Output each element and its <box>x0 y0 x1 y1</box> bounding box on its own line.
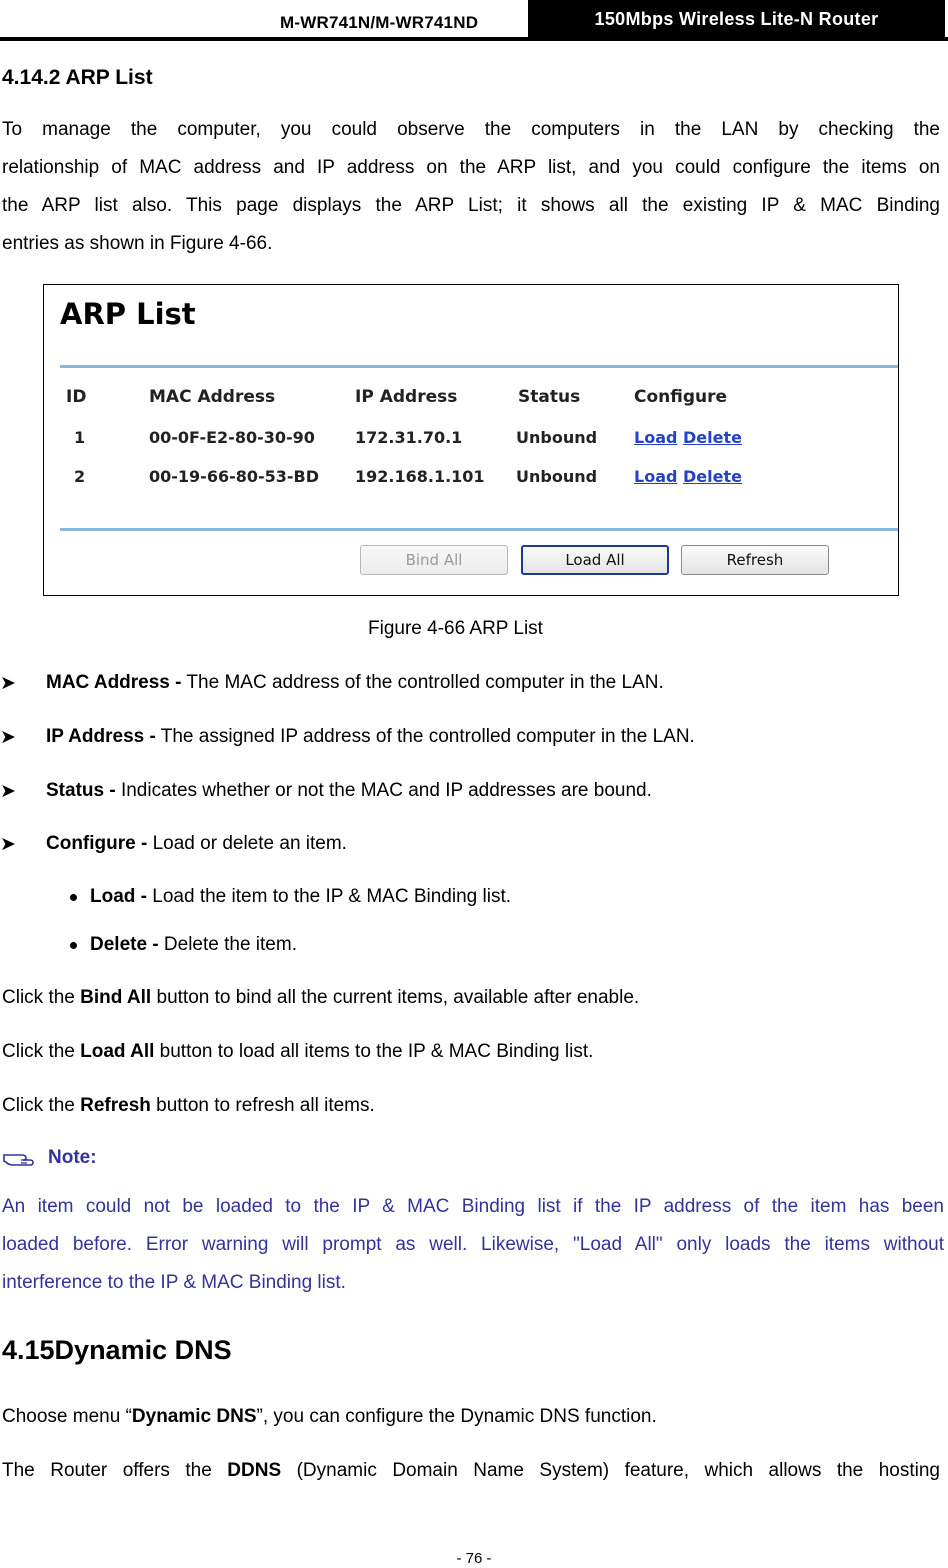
note-line: An item could not be loaded to the IP & MAC Binding list if the IP address of the item has been <box>2 1196 944 1217</box>
click-pre: Click the <box>2 1095 81 1116</box>
dot-bullet-icon <box>70 894 77 901</box>
ddns-text: (Dynamic Domain Name System) feature, which allows the hosting <box>281 1460 940 1481</box>
title-divider <box>60 365 898 368</box>
definition-item <box>0 833 940 863</box>
click-post: button to refresh all items. <box>150 1095 375 1116</box>
definition-term: Status - <box>46 780 116 801</box>
ddns-line-1 <box>2 1406 657 1428</box>
intro-paragraph <box>2 111 940 263</box>
ddns-text: ”, you can configure the Dynamic DNS function. <box>256 1406 657 1427</box>
sub-definition-item <box>0 934 940 964</box>
header-product: 150Mbps Wireless Lite-N Router <box>528 0 945 38</box>
page-header <box>0 0 948 40</box>
col-header-configure: Configure <box>634 387 728 407</box>
arp-list-figure <box>43 284 899 596</box>
definition-desc: The assigned IP address of the controlled computer in the LAN. <box>155 726 695 747</box>
row-status: Unbound <box>516 467 598 486</box>
arrow-bullet-icon: ➤ <box>0 673 16 694</box>
definition-term: Configure - <box>46 833 148 854</box>
click-instruction <box>2 1041 593 1063</box>
ddns-text: Choose menu “ <box>2 1406 132 1427</box>
delete-link[interactable]: Delete <box>683 428 742 447</box>
intro-line: relationship of MAC address and IP address on the ARP list, and you could configure the items on <box>2 157 940 178</box>
refresh-button[interactable]: Refresh <box>681 545 829 575</box>
definition-desc: The MAC address of the controlled computer in the LAN. <box>181 672 664 693</box>
bind-all-button[interactable]: Bind All <box>360 545 508 575</box>
row-configure <box>634 467 742 486</box>
delete-link[interactable]: Delete <box>683 467 742 486</box>
row-id: 2 <box>74 467 86 486</box>
load-link[interactable]: Load <box>634 428 678 447</box>
section-heading-arp: 4.14.2 ARP List <box>2 66 153 89</box>
note-label-row <box>2 1147 202 1177</box>
click-post: button to load all items to the IP & MAC Binding list. <box>154 1041 594 1062</box>
row-ip: 192.168.1.101 <box>355 467 485 486</box>
ddns-term: DDNS <box>227 1460 282 1481</box>
click-pre: Click the <box>2 1041 81 1062</box>
sub-definition-item <box>0 886 940 916</box>
definition-term: IP Address - <box>46 726 156 747</box>
arrow-bullet-icon: ➤ <box>0 781 16 802</box>
row-configure <box>634 428 742 447</box>
definition-desc: Load or delete an item. <box>147 833 347 854</box>
click-term: Bind All <box>80 987 152 1008</box>
definition-item <box>0 780 940 810</box>
click-post: button to bind all the current items, available after enable. <box>151 987 640 1008</box>
section-heading-ddns: 4.15Dynamic DNS <box>2 1335 232 1365</box>
note-label: Note: <box>48 1147 97 1168</box>
arrow-bullet-icon: ➤ <box>0 727 16 748</box>
page-number: - 76 - <box>456 1550 492 1567</box>
row-ip: 172.31.70.1 <box>355 428 463 447</box>
intro-line: To manage the computer, you could observe the computers in the LAN by checking the <box>2 119 940 140</box>
header-model: M-WR741N/M-WR741ND <box>280 13 479 32</box>
row-mac: 00-0F-E2-80-30-90 <box>149 428 315 447</box>
ddns-term: Dynamic DNS <box>131 1406 257 1427</box>
col-header-ip: IP Address <box>355 387 458 407</box>
col-header-id: ID <box>66 387 87 407</box>
click-term: Refresh <box>80 1095 151 1116</box>
definition-desc: Indicates whether or not the MAC and IP addresses are bound. <box>115 780 652 801</box>
row-id: 1 <box>74 428 86 447</box>
figure-caption: Figure 4-66 ARP List <box>368 618 543 639</box>
dot-bullet-icon <box>70 942 77 949</box>
note-line: interference to the IP & MAC Binding list. <box>2 1272 346 1293</box>
definition-item <box>0 672 940 702</box>
table-divider <box>60 528 898 531</box>
col-header-mac: MAC Address <box>149 387 276 407</box>
sub-definition-term: Load - <box>90 886 147 907</box>
note-line: loaded before. Error warning will prompt as well. Likewise, "Load All" only loads the items without <box>2 1234 944 1255</box>
ddns-line-2 <box>2 1460 940 1482</box>
definition-item <box>0 726 940 756</box>
intro-line: the ARP list also. This page displays the ARP List; it shows all the existing IP & MAC Binding <box>2 195 940 216</box>
arp-list-title: ARP List <box>60 297 196 331</box>
ddns-text: The Router offers the <box>2 1460 228 1481</box>
sub-definition-term: Delete - <box>90 934 159 955</box>
row-status: Unbound <box>516 428 598 447</box>
click-term: Load All <box>80 1041 155 1062</box>
click-pre: Click the <box>2 987 81 1008</box>
note-paragraph <box>2 1188 944 1302</box>
col-header-status: Status <box>518 387 581 407</box>
intro-line: entries as shown in Figure 4-66. <box>2 233 273 254</box>
sub-definition-desc: Delete the item. <box>158 934 297 955</box>
load-all-button[interactable]: Load All <box>521 545 669 575</box>
click-instruction <box>2 987 639 1009</box>
load-link[interactable]: Load <box>634 467 678 486</box>
header-rule <box>0 37 948 41</box>
pointing-hand-icon <box>2 1149 38 1169</box>
definition-term: MAC Address - <box>46 672 182 693</box>
row-mac: 00-19-66-80-53-BD <box>149 467 320 486</box>
arrow-bullet-icon: ➤ <box>0 834 16 855</box>
sub-definition-desc: Load the item to the IP & MAC Binding list. <box>147 886 512 907</box>
click-instruction <box>2 1095 375 1117</box>
